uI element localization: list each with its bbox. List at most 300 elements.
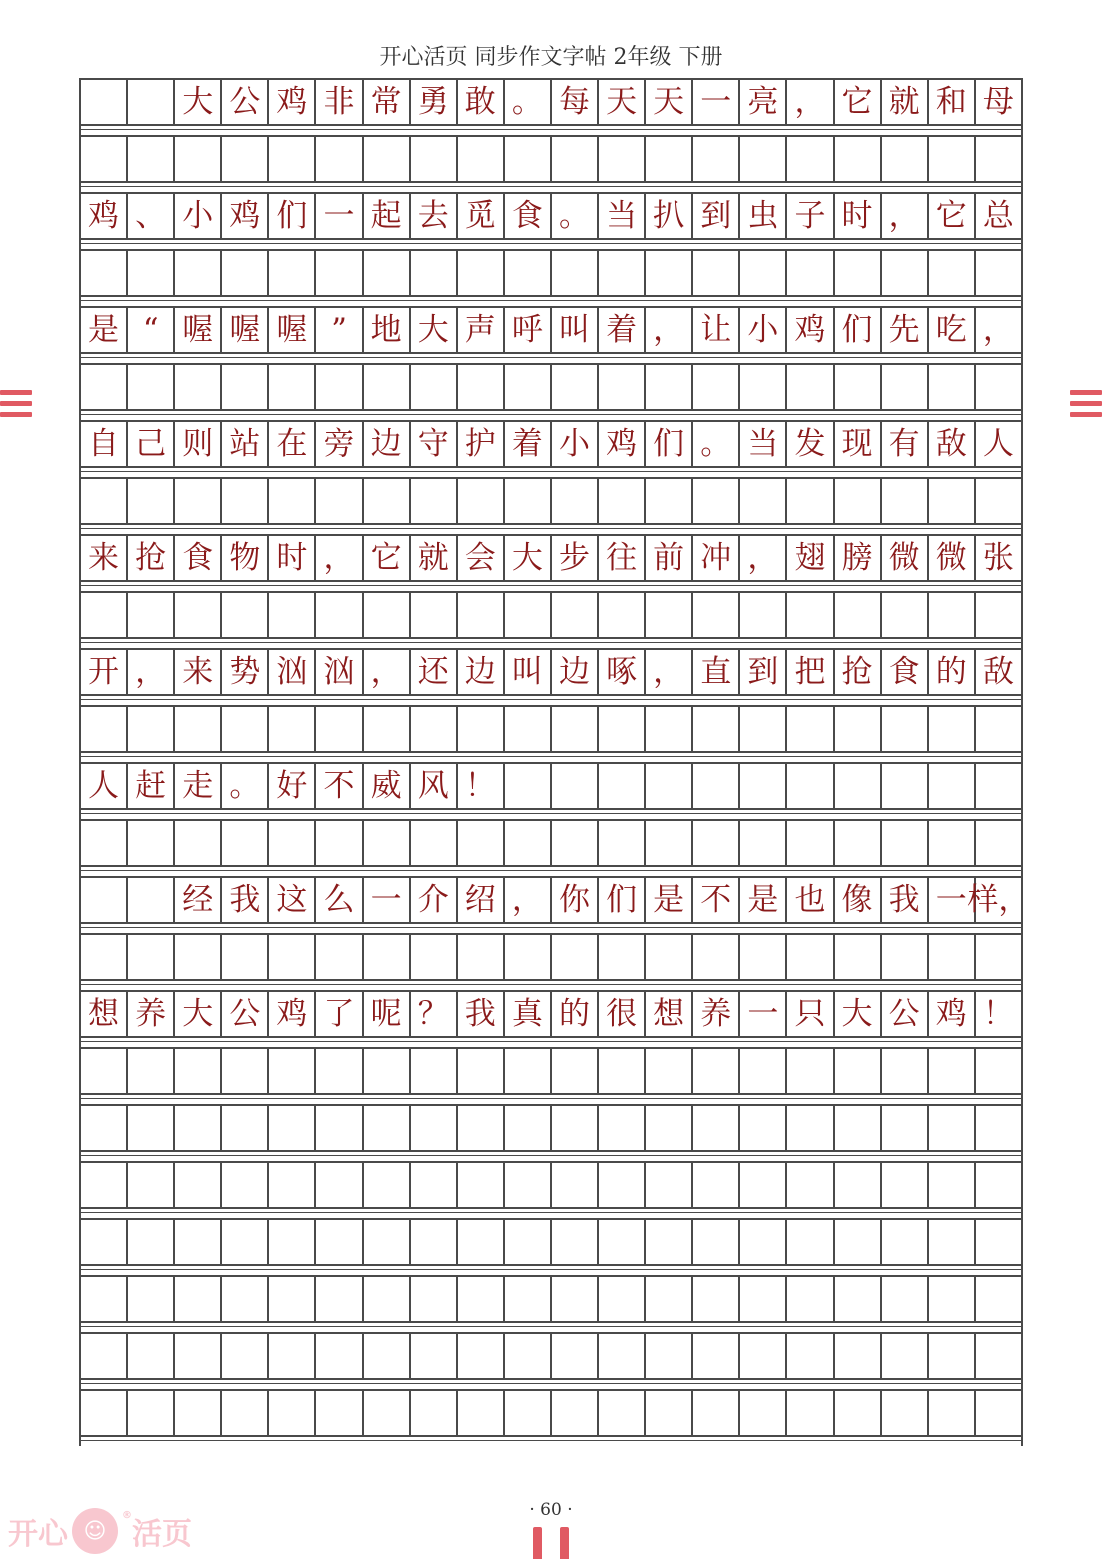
row-separator [79,525,1023,534]
grid-cell [787,135,834,183]
grid-cell [693,1389,740,1437]
row-separator [79,126,1023,135]
grid-cell [835,1161,882,1209]
grid-cell [411,1047,458,1095]
grid-cell: 冲 [693,534,740,582]
grid-cell [128,1389,175,1437]
grid-cell: 人 [976,420,1023,468]
grid-cell: 鸡 [81,192,128,240]
row-separator [79,867,1023,876]
grid-cell: 去 [411,192,458,240]
grid-cell [411,477,458,525]
grid-cell [222,477,269,525]
grid-cell [787,1275,834,1323]
grid-cell [505,591,552,639]
grid-cell [411,1104,458,1152]
grid-cell [505,249,552,297]
grid-row [79,249,1023,306]
grid-cell [929,249,976,297]
grid-cell [976,363,1023,411]
grid-cell [787,762,834,810]
grid-cell [458,1218,505,1266]
grid-cell [552,1104,599,1152]
grid-cell [552,591,599,639]
grid-cell [693,1218,740,1266]
grid-cell: 、 [128,192,175,240]
grid-cell: ！ [976,990,1023,1038]
grid-cell [976,249,1023,297]
grid-cell [458,933,505,981]
grid-cell [458,1389,505,1437]
logo-text-left: 开心 [8,1517,68,1552]
grid-cell [458,591,505,639]
grid-cell [81,1389,128,1437]
grid-cell: 也 [787,876,834,924]
grid-cell [128,1161,175,1209]
grid-cell [599,477,646,525]
grid-cell [976,1275,1023,1323]
grid-cell [740,762,787,810]
row-separator [79,1323,1023,1332]
grid-cell: 一 [364,876,411,924]
grid-cell [458,1047,505,1095]
grid-cell [222,819,269,867]
row-separator [79,753,1023,762]
grid-cell [976,1389,1023,1437]
grid-cell: 己 [128,420,175,468]
grid-cell [882,1275,929,1323]
grid-cell [599,933,646,981]
grid-cell [646,1389,693,1437]
grid-cell [458,363,505,411]
logo-badge-icon: ☺ [72,1508,118,1554]
grid-cell: 一 [929,876,976,924]
row-separator [79,582,1023,591]
grid-cell [882,1389,929,1437]
grid-cell: 呼 [505,306,552,354]
grid-cell [505,819,552,867]
grid-cell [128,477,175,525]
grid-cell [364,1161,411,1209]
grid-cell [458,1275,505,1323]
grid-cell: ！ [458,762,505,810]
grid-cell: 想 [81,990,128,1038]
grid-cell: 还 [411,648,458,696]
grid-cell [835,477,882,525]
grid-cell [740,1389,787,1437]
grid-row [79,819,1023,876]
grid-cell [835,762,882,810]
grid-cell [835,1389,882,1437]
row-separator [79,696,1023,705]
grid-cell [552,762,599,810]
grid-cell: 吃 [929,306,976,354]
grid-cell [128,933,175,981]
grid-cell [175,933,222,981]
grid-cell [175,591,222,639]
grid-cell: 膀 [835,534,882,582]
grid-cell [599,1047,646,1095]
grid-cell: 们 [269,192,316,240]
grid-cell [222,933,269,981]
grid-cell: 往 [599,534,646,582]
grid-cell: 大 [175,78,222,126]
grid-cell: 一 [740,990,787,1038]
grid-cell [175,705,222,753]
grid-row [79,1047,1023,1104]
grid-cell: 敌 [976,648,1023,696]
grid-cell: 边 [552,648,599,696]
grid-cell [222,591,269,639]
grid-cell [740,1047,787,1095]
grid-cell [505,1389,552,1437]
grid-cell [552,477,599,525]
grid-cell: 风 [411,762,458,810]
grid-cell [316,249,363,297]
grid-cell [552,705,599,753]
grid-cell: 开 [81,648,128,696]
grid-cell: 就 [882,78,929,126]
grid-row [79,534,1023,591]
grid-cell [411,819,458,867]
grid-cell: 起 [364,192,411,240]
grid-cell [364,1389,411,1437]
grid-cell: 非 [316,78,363,126]
grid-cell: 声 [458,306,505,354]
grid-cell [787,1161,834,1209]
grid-cell: 我 [458,990,505,1038]
grid-cell [81,78,128,126]
grid-cell [882,1332,929,1380]
grid-cell [222,363,269,411]
grid-cell [316,1389,363,1437]
grid-cell: 。 [222,762,269,810]
publisher-logo [8,1508,192,1554]
grid-cell: ， [976,306,1023,354]
grid-cell [364,249,411,297]
grid-cell [835,819,882,867]
grid-cell [128,1047,175,1095]
grid-cell [882,591,929,639]
grid-cell [128,135,175,183]
grid-cell [929,477,976,525]
grid-cell: ， [646,306,693,354]
grid-cell [740,249,787,297]
grid-cell [976,819,1023,867]
grid-cell [646,249,693,297]
grid-cell [646,705,693,753]
grid-cell [646,762,693,810]
grid-cell [787,363,834,411]
grid-cell [81,1104,128,1152]
grid-cell: 微 [882,534,929,582]
row-separator [79,240,1023,249]
grid-cell: 常 [364,78,411,126]
grid-cell: ， [128,648,175,696]
grid-cell [458,249,505,297]
grid-cell: 前 [646,534,693,582]
grid-cell [364,591,411,639]
grid-cell [693,1047,740,1095]
grid-cell [552,363,599,411]
grid-cell [882,363,929,411]
grid-cell: 和 [929,78,976,126]
grid-row [79,192,1023,249]
grid-cell [693,1332,740,1380]
grid-cell [222,1161,269,1209]
grid-cell: 。 [505,78,552,126]
grid-cell [81,705,128,753]
grid-cell [505,477,552,525]
grid-cell [458,1161,505,1209]
grid-cell: 我 [222,876,269,924]
grid-cell: 它 [364,534,411,582]
grid-cell [128,1332,175,1380]
grid-cell: 大 [835,990,882,1038]
grid-cell: 勇 [411,78,458,126]
grid-cell: 公 [222,990,269,1038]
grid-cell [411,249,458,297]
page-header: 开心活页 同步作文字帖 2年级 下册 [379,45,723,70]
grid-cell [128,591,175,639]
logo-registered-mark: ® [122,1510,132,1521]
grid-cell [81,819,128,867]
grid-cell [646,591,693,639]
grid-cell [222,1389,269,1437]
grid-cell [740,1218,787,1266]
grid-cell: 公 [222,78,269,126]
grid-cell [740,477,787,525]
grid-cell [976,477,1023,525]
row-separator [79,1437,1023,1446]
grid-cell [599,591,646,639]
grid-cell [364,705,411,753]
grid-cell [128,876,175,924]
grid-cell [882,933,929,981]
grid-cell: 边 [458,648,505,696]
grid-cell: 旁 [316,420,363,468]
grid-cell [175,1161,222,1209]
grid-cell [599,1275,646,1323]
grid-cell: 大 [175,990,222,1038]
grid-cell [269,933,316,981]
grid-cell [411,1275,458,1323]
grid-row [79,1332,1023,1389]
grid-cell [175,1218,222,1266]
grid-cell [316,135,363,183]
left-margin-mark [0,390,32,418]
row-separator [79,1152,1023,1161]
grid-cell [269,363,316,411]
grid-cell [599,1104,646,1152]
grid-cell [552,933,599,981]
grid-cell: 微 [929,534,976,582]
row-separator [79,1380,1023,1389]
grid-cell [835,1047,882,1095]
grid-cell: 会 [458,534,505,582]
grid-cell: 不 [693,876,740,924]
grid-cell [81,135,128,183]
grid-cell [552,1161,599,1209]
grid-row [79,1218,1023,1275]
grid-cell [599,762,646,810]
grid-cell [599,1218,646,1266]
grid-cell [364,1104,411,1152]
grid-cell [316,363,363,411]
grid-cell [411,1218,458,1266]
grid-cell [269,819,316,867]
grid-cell [128,363,175,411]
grid-cell [599,1161,646,1209]
grid-cell: 直 [693,648,740,696]
grid-cell [976,591,1023,639]
grid-cell [787,1332,834,1380]
grid-cell [787,933,834,981]
grid-cell: 。 [693,420,740,468]
grid-cell [882,819,929,867]
grid-cell: 食 [505,192,552,240]
grid-cell [835,1275,882,1323]
grid-cell: ， [505,876,552,924]
row-separator [79,1038,1023,1047]
grid-cell: 呢 [364,990,411,1038]
grid-cell: 天 [646,78,693,126]
grid-cell [316,1332,363,1380]
grid-cell [929,1389,976,1437]
grid-cell: 着 [599,306,646,354]
row-separator [79,183,1023,192]
grid-cell: 好 [269,762,316,810]
grid-cell [646,1275,693,1323]
grid-cell: 抢 [835,648,882,696]
grid-cell [835,249,882,297]
grid-cell: 样， [976,876,1023,924]
grid-cell [740,1332,787,1380]
grid-cell: 当 [740,420,787,468]
grid-cell [787,1047,834,1095]
grid-cell: 经 [175,876,222,924]
grid-cell [599,135,646,183]
row-separator [79,810,1023,819]
grid-cell: ， [316,534,363,582]
grid-cell [882,477,929,525]
grid-cell [552,1275,599,1323]
grid-cell [411,135,458,183]
grid-cell: 来 [81,534,128,582]
grid-cell [929,1275,976,1323]
grid-cell [835,1218,882,1266]
grid-cell [364,819,411,867]
grid-cell: 喔 [222,306,269,354]
grid-row [79,78,1023,135]
grid-cell: 啄 [599,648,646,696]
grid-cell [316,591,363,639]
grid-row [79,648,1023,705]
grid-cell [269,477,316,525]
grid-cell [646,1218,693,1266]
grid-cell: 公 [882,990,929,1038]
grid-cell [175,1332,222,1380]
grid-cell [316,819,363,867]
grid-cell: 张 [976,534,1023,582]
grid-cell [976,1332,1023,1380]
grid-cell [269,705,316,753]
grid-cell: ， [882,192,929,240]
grid-cell [222,705,269,753]
grid-cell [929,135,976,183]
grid-cell: 扒 [646,192,693,240]
grid-cell: ， [787,78,834,126]
grid-cell [269,1047,316,1095]
grid-row [79,876,1030,933]
grid-cell: 先 [882,306,929,354]
grid-cell [552,819,599,867]
grid-cell: 它 [835,78,882,126]
grid-cell: 们 [835,306,882,354]
grid-cell [411,1332,458,1380]
grid-cell [505,1218,552,1266]
grid-cell: ， [740,534,787,582]
grid-cell [175,819,222,867]
grid-cell: 威 [364,762,411,810]
grid-cell [599,1389,646,1437]
grid-cell [458,1332,505,1380]
grid-cell: 鸡 [222,192,269,240]
grid-cell: 喔 [175,306,222,354]
row-separator [79,1209,1023,1218]
grid-cell [505,363,552,411]
grid-cell [505,1275,552,1323]
grid-cell [364,1275,411,1323]
grid-cell: 介 [411,876,458,924]
grid-cell: 的 [552,990,599,1038]
grid-cell [929,591,976,639]
grid-cell [552,1218,599,1266]
grid-cell [646,819,693,867]
grid-cell [693,1275,740,1323]
grid-row [79,420,1023,477]
right-margin-mark [1070,390,1102,418]
row-separator [79,354,1023,363]
grid-cell [787,819,834,867]
grid-cell: 鸡 [269,990,316,1038]
grid-cell [175,1104,222,1152]
grid-cell [976,933,1023,981]
grid-row [79,306,1023,363]
grid-cell [929,1218,976,1266]
grid-cell [599,363,646,411]
grid-cell: 到 [740,648,787,696]
grid-cell [740,1275,787,1323]
grid-cell [646,1047,693,1095]
grid-cell [929,762,976,810]
grid-cell: 当 [599,192,646,240]
grid-cell: 时 [835,192,882,240]
logo-text-right: 活页 [132,1517,192,1552]
grid-cell [835,1104,882,1152]
grid-row [79,363,1023,420]
grid-cell [411,591,458,639]
grid-cell [552,249,599,297]
grid-cell: 小 [175,192,222,240]
grid-cell [976,705,1023,753]
grid-cell [316,1161,363,1209]
grid-cell: 了 [316,990,363,1038]
grid-cell: 你 [552,876,599,924]
grid-cell: 养 [128,990,175,1038]
grid-cell [316,1047,363,1095]
grid-cell: 食 [175,534,222,582]
